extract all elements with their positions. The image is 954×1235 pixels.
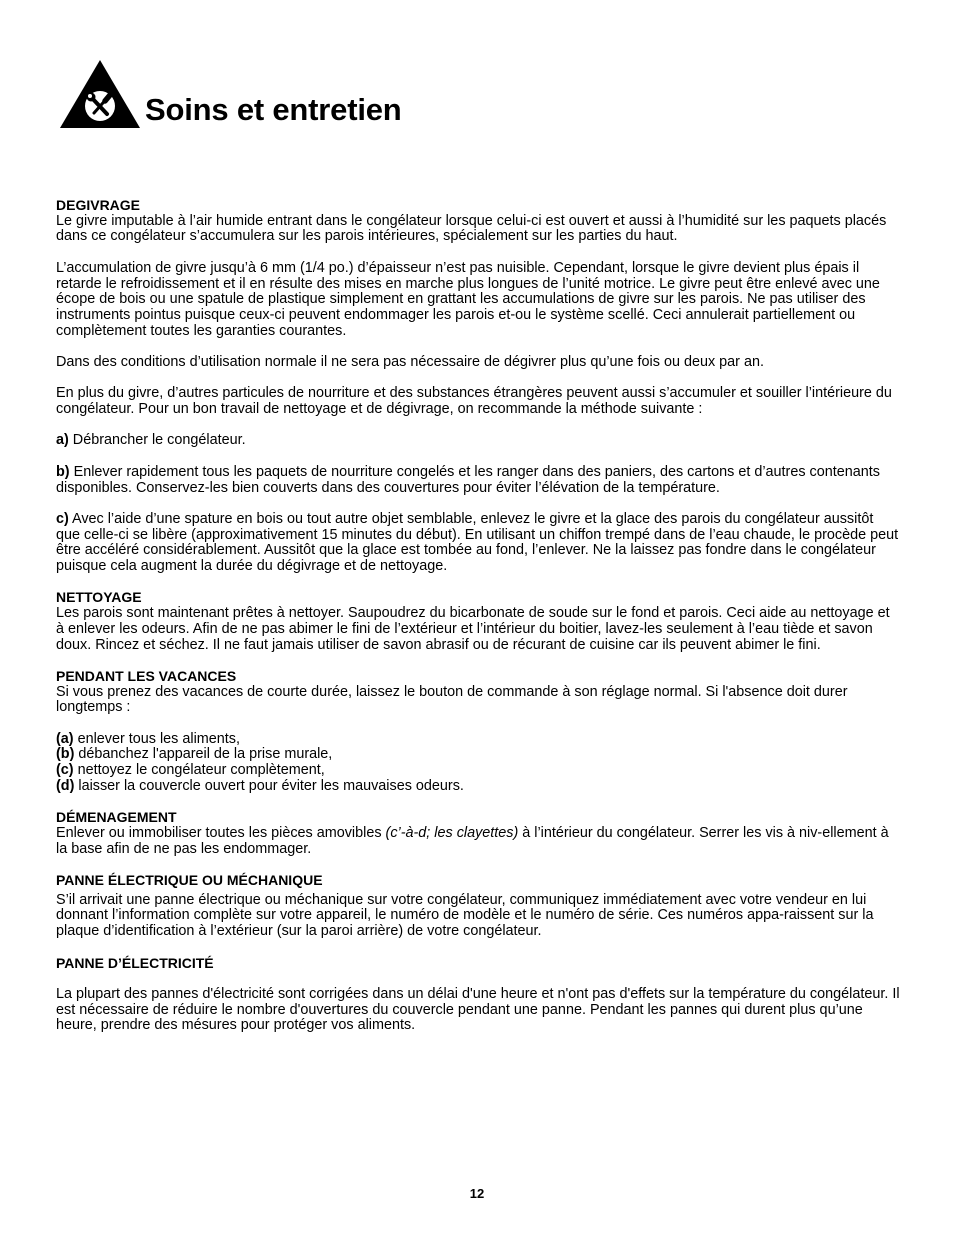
- paragraph: Dans des conditions d’utilisation normale il ne sera pas nécessaire de dégivrer plus qu’une fois ou deux par an.: [56, 354, 764, 370]
- section-heading: DÉMENAGEMENT: [56, 809, 177, 826]
- list-text: laisser la couvercle ouvert pour éviter les mauvaises odeurs.: [74, 777, 464, 794]
- page-number: 12: [469, 1186, 485, 1201]
- paragraph: L’accumulation de givre jusqu’à 6 mm (1/4 po.) d’épaisseur n’est pas nuisible. Cependant, lorsque le givre devient plus épais il retarde le refroidissement et il en résulte des mises en marche plus longues de l’unité motrice. Le givre peut être enlevé avec une écope de bois ou une spatule de plastique simplement en grattant les accumulations de givre sur les parois. Ne pas utiliser des instruments pointus puisque ceux-ci peuvent endommager les parois et-ou le système scellé. Ceci annulerait partiellement ou complètement toutes les garanties courantes.: [56, 259, 880, 339]
- paragraph: S’il arrivait une panne électrique ou méchanique sur votre congélateur, communiquez immédiatement avec votre vendeur en lui donnant l’information complète sur votre appareil, le numéro de modèle et le numéro de série. Ces numéros appa-raissent sur la plaque d’identification à l’extérieur (sur la paroi arrière) de votre congélateur.: [56, 891, 874, 940]
- step-b: [56, 465, 901, 496]
- paragraph: En plus du givre, d’autres particules de nourriture et des substances étrangères peuvent aussi s’accumuler et souiller l’intérieure du congélateur. Pour un bon travail de nettoyage et de dégivrage, on recommande la méthode suivante :: [56, 385, 892, 418]
- step-text: Enlever rapidement tous les paquets de nourriture congelés et les ranger dans des paniers, des cartons et d’autres contenants disponibles. Conservez-les bien couverts dans des couvertures pour éviter l’élévation de la température.: [56, 463, 880, 496]
- list-item: [56, 747, 901, 763]
- list-text: débanchez l'appareil de la prise murale,: [74, 746, 333, 763]
- section-degivrage: [56, 198, 901, 575]
- list-item: [56, 732, 901, 748]
- section-demenagement: [56, 810, 901, 857]
- step-a: [56, 433, 901, 449]
- step-label: a): [56, 432, 69, 449]
- paragraph: Si vous prenez des vacances de courte durée, laissez le bouton de commande à son réglage normal. Si l'absence doit durer longtemps :: [56, 683, 848, 716]
- paragraph: Les parois sont maintenant prêtes à nettoyer. Saupoudrez du bicarbonate de soude sur le fond et parois. Ceci aide au nettoyage et à enlever les odeurs. Afin de ne pas abimer le fini de l’extérieur et l’intérieur du boitier, lavez-les seulement à l’eau tiède et savon doux. Rincez et séchez. Il ne faut jamais utiliser de savon abrasif ou de récurant de cuisine car ils peuvent abimer le fini.: [56, 605, 890, 653]
- list-label: (a): [56, 730, 74, 747]
- tools-warning-icon: [58, 58, 142, 130]
- section-panne-electricite: [56, 956, 901, 1035]
- list-item: [56, 779, 901, 795]
- list-label: (b): [56, 746, 75, 763]
- step-c: [56, 512, 901, 575]
- page-title: Soins et entretien: [145, 92, 402, 127]
- step-text: Débrancher le congélateur.: [68, 432, 246, 449]
- section-heading: PANNE ÉLECTRIQUE OU MÉCHANIQUE: [56, 872, 323, 889]
- italic-text: (c’-à-d; les clayettes): [385, 824, 519, 841]
- list-label: (d): [56, 777, 75, 794]
- section-nettoyage: [56, 590, 901, 653]
- section-heading: NETTOYAGE: [56, 589, 142, 606]
- step-label: b): [56, 463, 70, 480]
- section-heading: PANNE D’ÉLECTRICITÉ: [56, 954, 214, 971]
- text-run: Enlever ou immobiliser toutes les pièces amovibles: [56, 824, 386, 841]
- section-vacances: [56, 669, 901, 795]
- list-label: (c): [56, 762, 74, 779]
- paragraph: Le givre imputable à l’air humide entrant dans le congélateur lorsque celui-ci est ouvert et aussi à l’humidité sur les paquets placés dans ce congélateur s’accumulera sur les parois intérieures, spécialement sur les parties du haut.: [56, 212, 887, 245]
- text-run: à l’intérieur du congélateur. Serrer les vis à niv-ellement à la base afin de ne pas les endommager.: [56, 824, 889, 857]
- list-text: nettoyez le congélateur complètement,: [73, 762, 325, 779]
- list-text: enlever tous les aliments,: [73, 730, 240, 747]
- page-header: [58, 58, 658, 130]
- list-item: [56, 763, 901, 779]
- step-label: c): [56, 510, 69, 527]
- paragraph: [56, 826, 901, 857]
- step-text: Avec l’aide d’une spature en bois ou tout autre objet semblable, enlevez le givre et la glace des parois du congélateur aussitôt que celle-ci se libère (approximativement 15 minutes du début). En utilisant un chiffon trempé dans de l’eau chaude, le procède peut être accéléré considérablement. Aussitôt que la glace est tombée au fond, l’enlever. Ne la laissez pas fondre dans le congélateur puisque cela augment la durée du dégivrage et de nettoyage.: [56, 510, 899, 575]
- section-heading: PENDANT LES VACANCES: [56, 667, 237, 684]
- section-heading: DEGIVRAGE: [56, 197, 141, 213]
- section-panne-mecanique: [56, 873, 901, 940]
- paragraph: La plupart des pannes d'électricité sont corrigées dans un délai d'une heure et n'ont pas d'effets sur la température du congélateur. Il est nécessaire de réduire le nombre d'ouvertures du couvercle pendant une panne. Pendant les pannes qui durent plus qu’une heure, prendre des mésures pour protéger vos aliments.: [56, 985, 900, 1034]
- document-body: [56, 198, 901, 1034]
